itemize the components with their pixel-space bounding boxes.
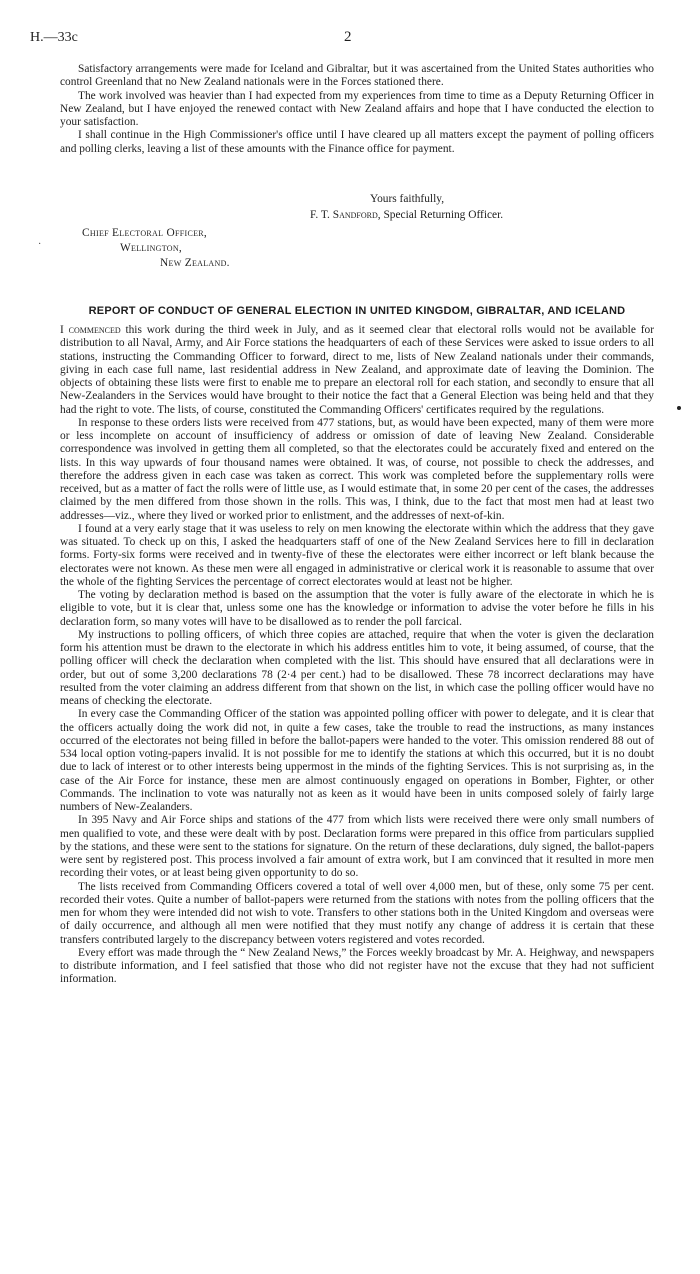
- addressee-line: New Zealand.: [160, 257, 230, 269]
- report-body: [60, 324, 654, 987]
- report-opener: I commenced: [60, 324, 121, 336]
- letter-paragraph: The work involved was heavier than I had expected from my experiences from time to time as a Deputy Returning Officer in New Zealand, but I have enjoyed the renewed contact with New Zealand affairs and hope that I have conducted the election to your satisfaction.: [60, 89, 654, 128]
- addressee-line: Wellington,: [120, 242, 183, 254]
- report-paragraph: The voting by declaration method is based on the assumption that the voter is fully aware of the electorate in which he is eligible to vote, but it is clear that, unless some one has the knowledge or information to advise the voter before he fills in his declaration form, so many votes will have to be disallowed as to render the poll farcical.: [60, 589, 654, 628]
- signatory-initials: F. T.: [310, 209, 330, 221]
- report-paragraph: [60, 324, 654, 417]
- signatory-title: , Special Returning Officer.: [377, 209, 504, 221]
- letter-signature: [310, 209, 503, 221]
- margin-dot: [677, 406, 681, 410]
- report-heading: REPORT OF CONDUCT OF GENERAL ELECTION IN UNITED KINGDOM, GIBRALTAR, AND ICELAND: [88, 305, 626, 317]
- report-paragraph: Every effort was made through the “ New Zealand News,” the Forces weekly broadcast by Mr. A. Heighway, and newspapers to distribute information, and I feel satisfied that those who did not register have not the excuse that they had not sufficient information.: [60, 946, 654, 986]
- addressee-line: Chief Electoral Officer,: [82, 227, 208, 239]
- letter-body: [60, 63, 654, 156]
- letter-paragraph: I shall continue in the High Commissioner's office until I have cleared up all matters except the payment of polling officers and polling clerks, leaving a list of these amounts with the Finance office for payment.: [60, 129, 654, 155]
- report-paragraph: The lists received from Commanding Officers covered a total of well over 4,000 men, but of these, only some 75 per cent. recorded their votes. Quite a number of ballot-papers were returned from the stations with notes from the polling officers that the men for whom they were intended did not wish to vote. Transfers to other stations both in the United Kingdom and overseas were of daily occurrence, and although all men were notified that they must notify any change of address it is certain that these transfers contributed largely to the discrepancy between voters registered and votes recorded.: [60, 880, 654, 946]
- report-paragraph: In 395 Navy and Air Force ships and stations of the 477 from which lists were received there were only small numbers of men qualified to vote, and these were dealt with by post. Declaration forms were prepared in this office from particulars supplied by the stations, and these were sent to the stations for signature. On the return of these declarations, duly signed, the ballot-papers were sent by registered post. This process involved a fair amount of extra work, but I am convinced that it resulted in more men recording their votes, or at least being given opportunity to do so.: [60, 814, 654, 880]
- report-paragraph: I found at a very early stage that it was useless to rely on men knowing the electorate within which the address that they gave was situated. To check up on this, I asked the headquarters staff of one of the New Zealand Services here to fill in declaration forms. Forty-six forms were received and in twenty-five of these the electorates were either incorrect or left blank because the electorates were not known. As these men were all engaged in administrative or clerical work it is reasonable to assume that over the whole of the fighting Services the percentage of correct electorates would at least not be higher.: [60, 522, 654, 588]
- page-number: 2: [344, 29, 352, 45]
- report-paragraph-text: this work during the third week in July, and as it seemed clear that electoral rolls would not be available for distribution to all Naval, Army, and Air Force stations the headquarters of each of these Services were asked to issue orders to all stations, instructing the Commanding Officer to forward, direct to me, lists of New Zealand nationals under their commands, giving in each case full name, last residential address in New Zealand, and approximate date of leaving the Dominion. The objects of obtaining these lists were first to enable me to prepare an electoral roll for each station, and secondly to ensure that all New-Zealanders in the Services would have brought to their notice the fact that a General Election was being held and that they had the right to vote. The lists, of course, constituted the Commanding Officers' certificates required by the regulations.: [60, 324, 655, 416]
- report-paragraph: My instructions to polling officers, of which three copies are attached, require that when the voter is given the declaration form his attention must be drawn to the electorate in which his address entitles him to vote, it being assumed, of course, that the polling officer will check the declaration when completed with the list. This should have ensured that all declarations were in order, but out of some 3,200 declarations 78 (2·4 per cent.) had to be disallowed. These 78 incorrect declarations may have resulted from the voter claiming an address different from that shown on the list, in which case the polling officer would have no means of checking the electorate.: [60, 628, 654, 707]
- report-paragraph: In response to these orders lists were received from 477 stations, but, as would have been expected, many of them were more or less incomplete on account of insufficiency of address or omission of date of leaving New Zealand. Considerable correspondence was involved in getting them all completed, so that the electorates could be accurately fixed and entered on the lists. In this way upwards of four thousand names were obtained. It was, of course, not possible to check the addresses, and therefore the address given in each case was taken as correct. This work was completed before the supplementary rolls were received, but as a matter of fact the rolls were of little use, as I would estimate that, in some 20 per cent of the cases, the addresses claimed by the men differed from those shown in the rolls. This was, I think, due to the fact that most men had at least two addresses—viz., where they lived or worked prior to enlistment, and the addresses of next-of-kin.: [60, 416, 654, 522]
- letter-closing: Yours faithfully,: [370, 193, 445, 205]
- signatory-name: Sandford: [332, 209, 378, 221]
- margin-mark: ·: [38, 239, 42, 250]
- report-paragraph: In every case the Commanding Officer of the station was appointed polling officer with power to delegate, and it is clear that the officers actually doing the work did not, in quite a few cases, take the trouble to read the instructions, as many instances occurred of the electorates not being filled in before the ballot-papers were handed to the voter. This omission rendered 88 out of 534 local option voting-papers invalid. It is not possible for me to identify the stations at which this occurred, but it is no doubt due to lack of interest or to other interests being uppermost in the minds of the fighting Services. This is not surprising as, in the case of the Air Force for instance, these men are almost continuously engaged on operations in Bomber, Fighter, or other Commands. The inclination to vote was naturally not as keen as it would have been in units composed solely of fairly large numbers of New-Zealanders.: [60, 708, 654, 813]
- document-reference: H.—33c: [30, 30, 78, 45]
- letter-paragraph: Satisfactory arrangements were made for Iceland and Gibraltar, but it was ascertained from the United States authorities who control Greenland that no New Zealand nationals were in the Forces stationed there.: [60, 63, 654, 89]
